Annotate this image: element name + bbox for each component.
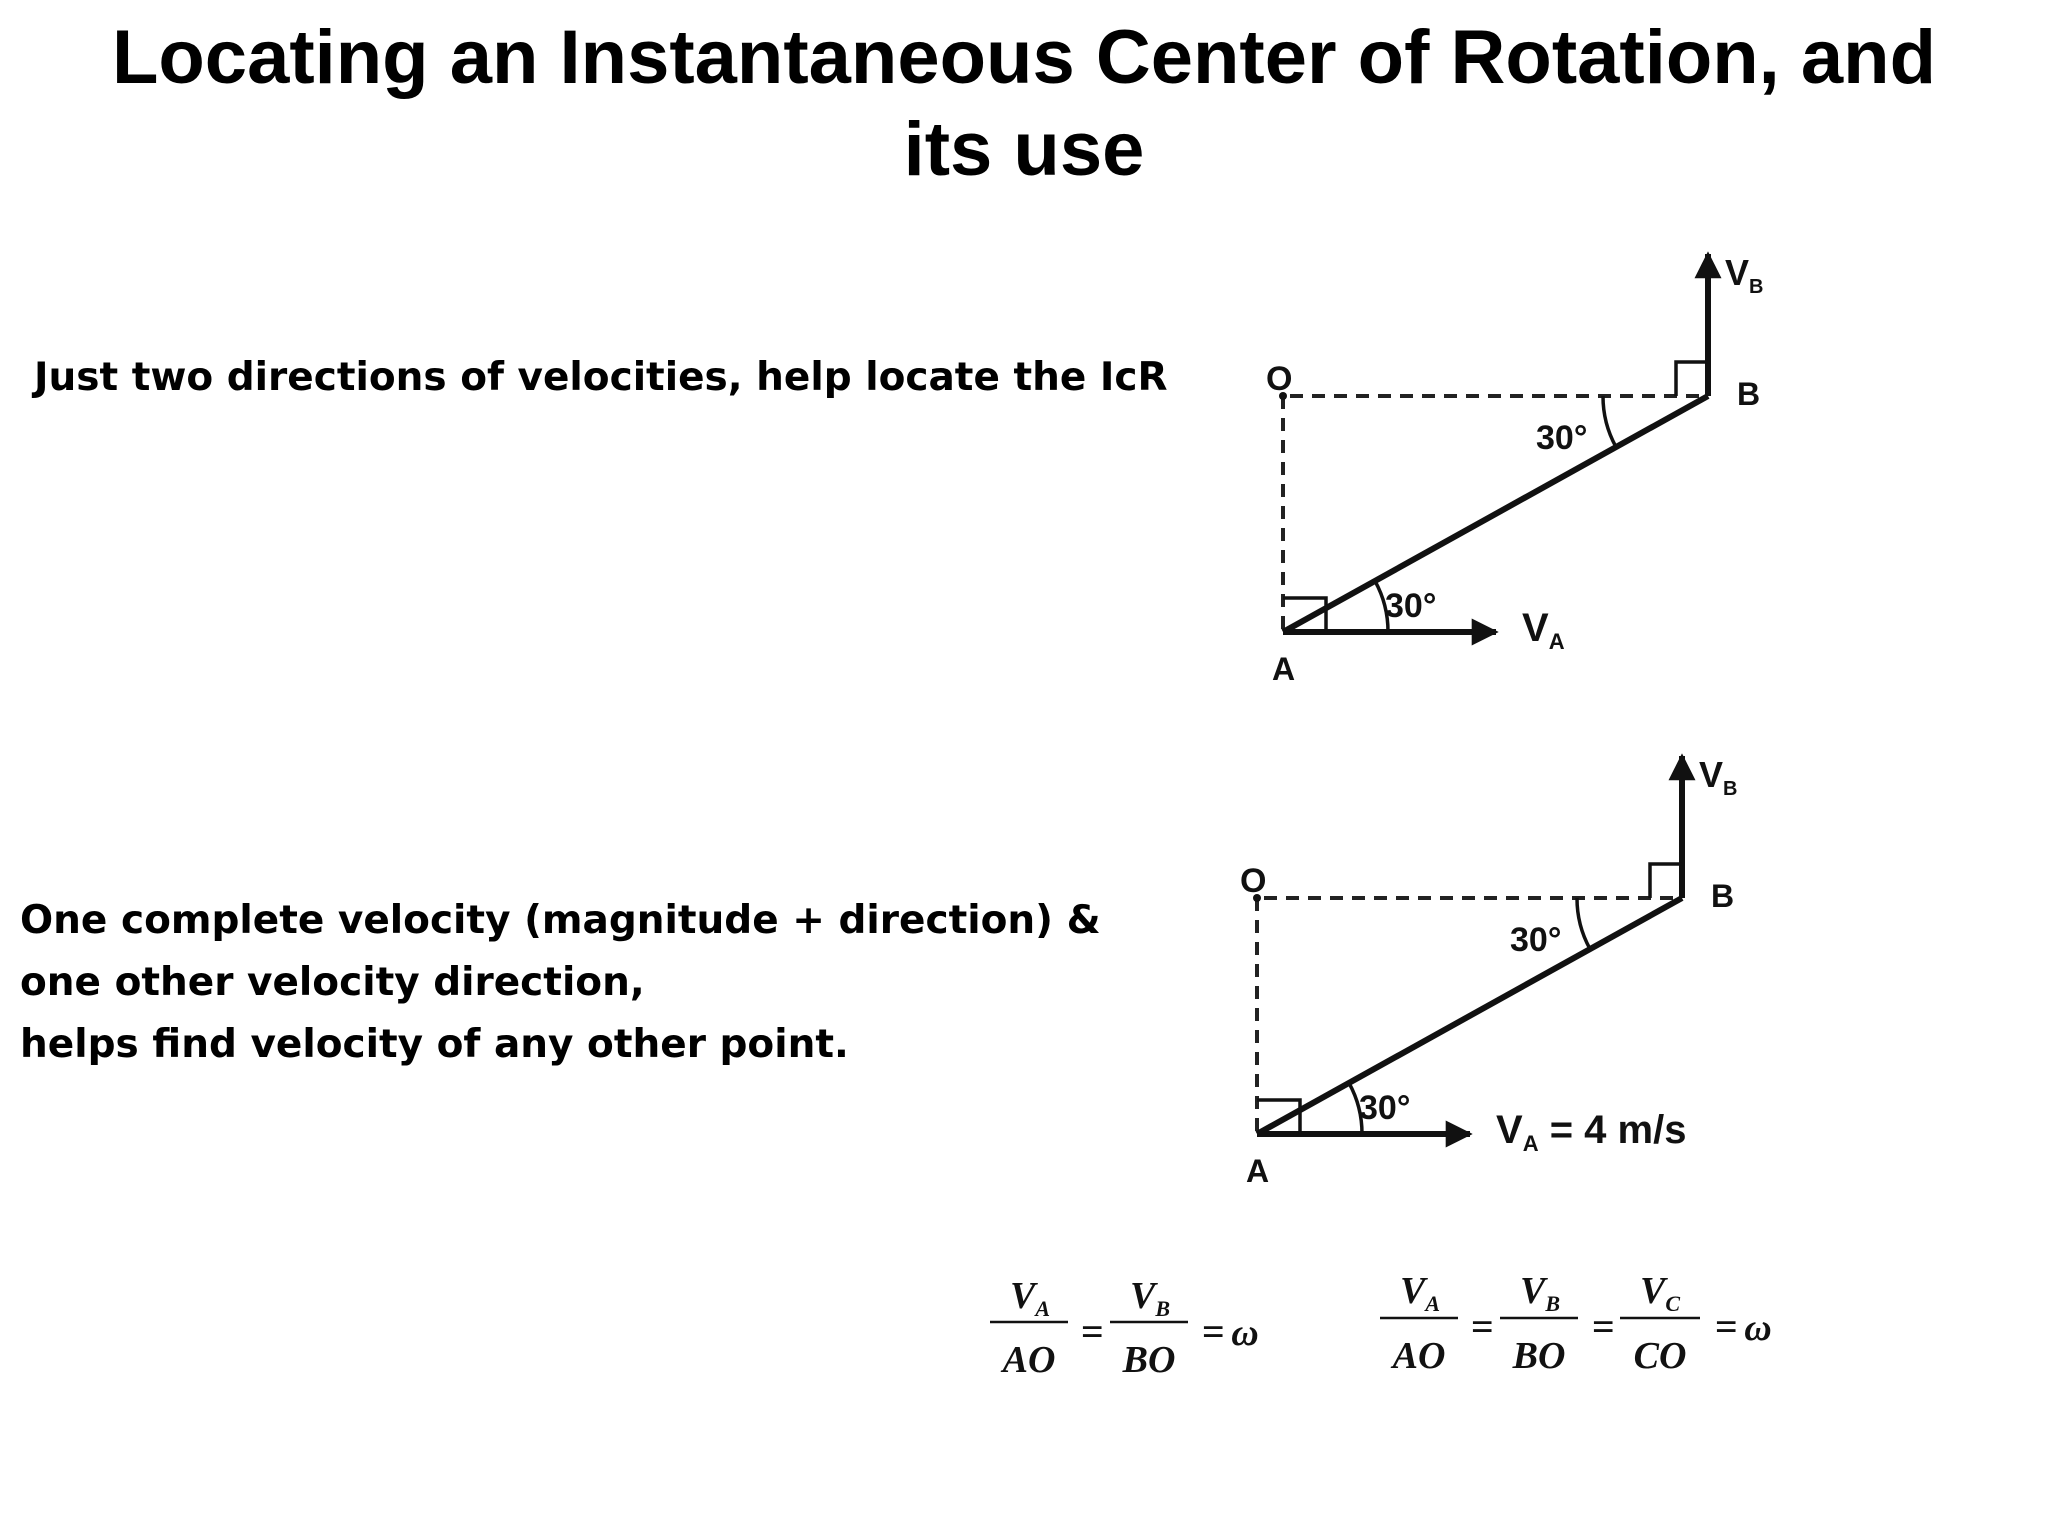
fraction-denominator: BO: [1512, 1335, 1566, 1377]
fraction-numerator: $V_A$: [1399, 1270, 1441, 1316]
slide-title-line-2: its use: [903, 107, 1145, 192]
fraction-vc-co: [1620, 1270, 1700, 1377]
fraction-numerator: $V_B$: [1129, 1275, 1171, 1321]
rod-diagram-top: [1266, 252, 1763, 687]
label-velocity-b: $V_B$: [1725, 252, 1764, 298]
omega-symbol: ω: [1231, 1312, 1259, 1354]
fraction-numerator: $V_A$: [1009, 1275, 1051, 1321]
fraction-denominator: CO: [1633, 1335, 1687, 1377]
label-angle-b: 30°: [1536, 419, 1588, 457]
label-point-a: A: [1272, 651, 1296, 687]
fraction-numerator: $V_C$: [1639, 1270, 1681, 1316]
label-point-a: A: [1246, 1153, 1270, 1189]
omega-symbol: ω: [1744, 1307, 1772, 1349]
fraction-numerator: $V_B$: [1519, 1270, 1561, 1316]
label-velocity-a: $V_A = 4$ m/s: [1496, 1108, 1687, 1156]
fraction-denominator: AO: [1392, 1335, 1446, 1377]
label-angle-a: 30°: [1385, 587, 1437, 625]
equation-three-points: [1380, 1270, 1772, 1377]
fraction-vb-bo: [1500, 1270, 1578, 1377]
angle-arc-b: [1603, 396, 1616, 447]
equals-sign: =: [1201, 1309, 1225, 1354]
fraction-vb-bo: [1110, 1275, 1188, 1381]
fraction-denominator: AO: [1002, 1339, 1056, 1381]
note-two-directions-text: Just two directions of velocities, help locate the IcR: [34, 355, 1168, 400]
label-angle-a: 30°: [1359, 1089, 1411, 1127]
angle-arc-b: [1577, 898, 1590, 949]
right-angle-marker-b: [1650, 864, 1682, 898]
label-angle-b: 30°: [1510, 921, 1562, 959]
label-point-b: B: [1711, 878, 1735, 914]
right-angle-marker-b: [1676, 362, 1708, 396]
fraction-denominator: BO: [1122, 1339, 1176, 1381]
note-line-3: helps find velocity of any other point.: [20, 1022, 849, 1067]
rod-diagram-bottom: [1240, 754, 1737, 1189]
equals-sign: =: [1591, 1304, 1615, 1349]
equals-sign: =: [1080, 1309, 1104, 1354]
note-line-2: one other velocity direction,: [20, 960, 645, 1005]
label-velocity-a: $V_A$: [1522, 606, 1565, 654]
label-point-o: O: [1266, 360, 1293, 398]
label-point-o: O: [1240, 862, 1267, 900]
label-velocity-b: $V_B$: [1699, 754, 1738, 800]
rod-ab: [1283, 396, 1708, 632]
slide-title-line-1: Locating an Instantaneous Center of Rotation, and: [111, 15, 1937, 100]
equals-sign: =: [1470, 1304, 1494, 1349]
rod-ab: [1257, 898, 1682, 1134]
fraction-va-ao: [1380, 1270, 1458, 1377]
equals-sign: =: [1714, 1304, 1738, 1349]
label-point-b: B: [1737, 376, 1761, 412]
fraction-va-ao: [990, 1275, 1068, 1381]
equation-two-points: [990, 1275, 1259, 1381]
note-line-1: One complete velocity (magnitude + direction) &: [20, 898, 1101, 943]
